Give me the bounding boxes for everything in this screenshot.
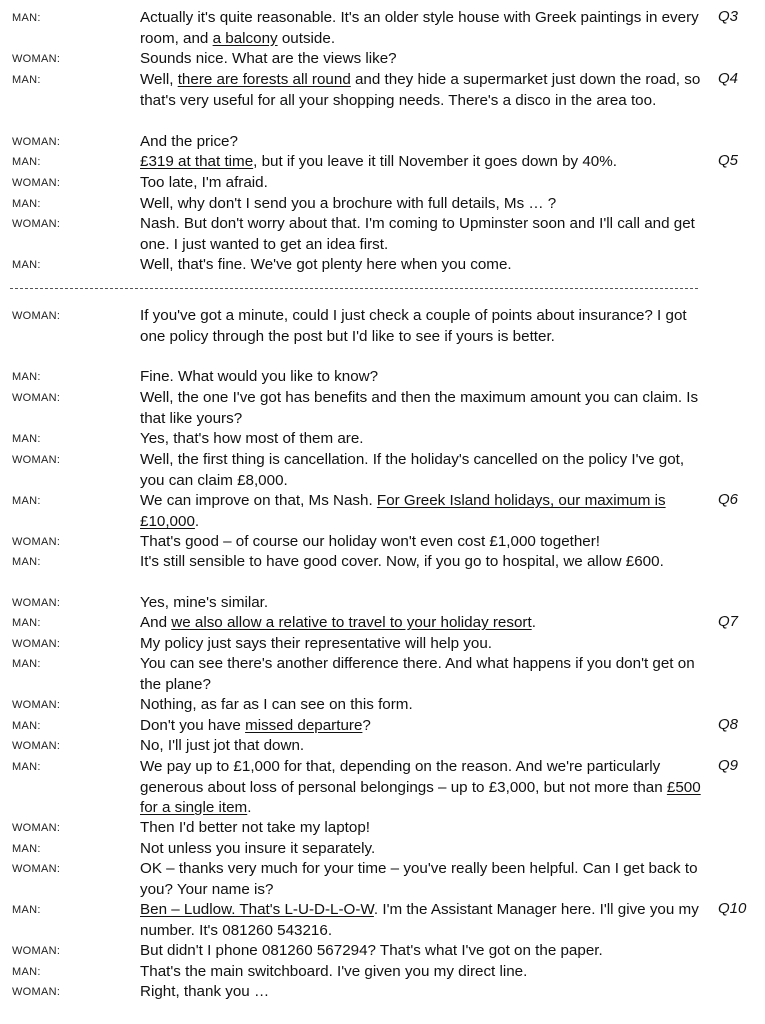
speaker-label: WOMAN: — [12, 218, 61, 230]
underlined-answer: there are forests all round — [177, 71, 351, 88]
speaker-label: WOMAN: — [12, 177, 61, 189]
text-segment: Actually it's quite reasonable. It's an older style house with Greek paintings in every room, and — [140, 9, 699, 47]
dialogue-text — [140, 49, 708, 70]
question-marker: Q7 — [718, 613, 739, 630]
dialogue-text — [140, 8, 708, 49]
speaker-label: MAN: — [12, 12, 41, 24]
text-segment: . — [194, 512, 200, 530]
speaker-label: WOMAN: — [12, 945, 61, 957]
question-marker: Q8 — [718, 716, 739, 733]
dialogue-text — [140, 613, 708, 634]
dialogue-text — [140, 962, 708, 983]
speaker-label: WOMAN: — [12, 986, 61, 998]
speaker-label: WOMAN: — [12, 136, 61, 148]
dialogue-text — [140, 450, 708, 491]
text-segment: Yes, mine's similar. — [140, 594, 269, 611]
dialogue-text — [140, 634, 708, 655]
speaker-label: MAN: — [12, 198, 41, 210]
dialogue-text — [140, 736, 708, 757]
text-segment: . — [247, 799, 252, 817]
dialogue-text — [140, 70, 708, 111]
speaker-label: MAN: — [12, 966, 41, 978]
dialogue-text — [140, 132, 708, 153]
dialogue-text — [140, 695, 708, 716]
underlined-answer: missed departure — [245, 717, 363, 734]
text-segment: Then I'd better not take my laptop! — [140, 819, 371, 836]
dialogue-text — [140, 859, 708, 900]
dialogue-text — [140, 491, 708, 532]
question-marker: Q6 — [718, 491, 739, 508]
speaker-label: MAN: — [12, 720, 41, 732]
text-segment: , but if you leave it till November it goes down by 40%. — [253, 153, 617, 170]
dialogue-text — [140, 152, 708, 173]
text-segment: No, I'll just jot that down. — [140, 737, 305, 754]
text-segment: Nothing, as far as I can see on this form. — [140, 696, 413, 713]
speaker-label: MAN: — [12, 617, 41, 629]
question-marker: Q9 — [718, 757, 739, 774]
question-marker: Q5 — [718, 152, 739, 169]
text-segment: Don't you have — [140, 717, 246, 734]
dialogue-text — [140, 388, 708, 429]
text-segment: OK – thanks very much for your time – you've really been helpful. Can I get back to you? Your name is? — [140, 860, 698, 898]
dialogue-text — [140, 532, 708, 553]
text-segment: Right, thank you … — [140, 983, 270, 1000]
text-segment: Too late, I'm afraid. — [140, 174, 268, 191]
underlined-answer: For Greek Island holidays, our maximum is £10,000 — [140, 492, 666, 530]
text-segment: and they hide a supermarket just down the road, so that's very useful for all your shopping needs. There's a disco in the area too. — [140, 71, 701, 109]
text-segment: We can improve on that, Ms Nash. — [140, 492, 377, 509]
speaker-label: WOMAN: — [12, 699, 61, 711]
text-segment: Well, the one I've got has benefits and then the maximum amount you can claim. Is that like yours? — [140, 389, 699, 427]
underlined-answer: £500 for a single item — [140, 778, 701, 817]
text-segment: And — [140, 614, 172, 631]
text-segment: It's still sensible to have good cover. Now, if you go to hospital, we allow £600. — [140, 553, 664, 570]
dialogue-text — [140, 173, 708, 194]
underlined-answer: we also allow a relative to travel to your holiday resort — [171, 614, 532, 631]
speaker-label: WOMAN: — [12, 863, 61, 875]
question-marker: Q10 — [718, 900, 747, 917]
text-segment: That's good – of course our holiday won't even cost £1,000 together! — [140, 533, 601, 550]
dialogue-text — [140, 757, 708, 819]
text-segment: Well, — [140, 71, 178, 88]
text-segment: Sounds nice. What are the views like? — [140, 50, 397, 67]
text-segment: You can see there's another difference there. And what happens if you don't get on the plane? — [140, 655, 695, 693]
dialogue-text — [140, 552, 708, 573]
text-segment: We pay up to £1,000 for that, depending on the reason. And we're particularly generous about loss of personal belongings – up to £3,000, but not more than — [140, 758, 667, 796]
speaker-label: WOMAN: — [12, 536, 61, 548]
question-marker: Q4 — [718, 70, 739, 87]
text-segment: . I'm the Assistant Manager here. I'll give you my number. It's 081260 543216. — [140, 901, 699, 939]
speaker-label: MAN: — [12, 658, 41, 670]
speaker-label: WOMAN: — [12, 392, 61, 404]
text-segment: ? — [362, 717, 371, 734]
underlined-answer: a balcony — [212, 29, 278, 47]
text-segment: And the price? — [140, 133, 238, 150]
text-segment: Not unless you insure it separately. — [140, 840, 376, 857]
speaker-label: MAN: — [12, 74, 41, 86]
dialogue-text — [140, 900, 708, 941]
speaker-label: MAN: — [12, 495, 41, 507]
text-segment: outside. — [277, 29, 336, 47]
dialogue-text — [140, 306, 708, 347]
speaker-label: WOMAN: — [12, 310, 61, 322]
text-segment: That's the main switchboard. I've given you my direct line. — [140, 963, 528, 980]
text-segment: Fine. What would you like to know? — [140, 368, 379, 385]
speaker-label: MAN: — [12, 156, 41, 168]
dialogue-text — [140, 214, 708, 255]
dialogue-text — [140, 654, 708, 695]
text-segment: But didn't I phone 081260 567294? That's what I've got on the paper. — [140, 942, 603, 959]
speaker-label: MAN: — [12, 371, 41, 383]
dialogue-text — [140, 255, 708, 276]
text-segment: If you've got a minute, could I just check a couple of points about insurance? I got one policy through the post but I'd like to see if yours is better. — [140, 307, 687, 345]
text-segment: Well, why don't I send you a brochure with full details, Ms … ? — [140, 195, 557, 212]
dialogue-text — [140, 982, 708, 1003]
text-segment: Yes, that's how most of them are. — [140, 430, 364, 447]
question-marker: Q3 — [718, 8, 739, 25]
speaker-label: WOMAN: — [12, 638, 61, 650]
dialogue-text — [140, 941, 708, 962]
dialogue-text — [140, 839, 708, 860]
dialogue-text — [140, 716, 708, 737]
speaker-label: WOMAN: — [12, 597, 61, 609]
text-segment: My policy just says their representative will help you. — [140, 635, 492, 652]
speaker-label: WOMAN: — [12, 822, 61, 834]
speaker-label: WOMAN: — [12, 454, 61, 466]
underlined-answer: Ben – Ludlow. That's L-U-D-L-O-W — [140, 901, 374, 918]
speaker-label: MAN: — [12, 904, 41, 916]
text-segment: Nash. But don't worry about that. I'm coming to Upminster soon and I'll call and get one. I just wanted to get an idea first. — [140, 215, 695, 253]
text-segment: Well, that's fine. We've got plenty here when you come. — [140, 256, 512, 273]
speaker-label: MAN: — [12, 259, 41, 271]
speaker-label: MAN: — [12, 433, 41, 445]
underlined-answer: £319 at that time — [140, 153, 254, 170]
dialogue-text — [140, 367, 708, 388]
section-divider — [10, 288, 698, 289]
speaker-label: WOMAN: — [12, 53, 61, 65]
dialogue-text — [140, 429, 708, 450]
text-segment: Well, the first thing is cancellation. If the holiday's cancelled on the policy I've got, you can claim £8,000. — [140, 451, 685, 489]
speaker-label: WOMAN: — [12, 740, 61, 752]
dialogue-text — [140, 818, 708, 839]
text-segment: . — [531, 614, 536, 631]
speaker-label: MAN: — [12, 761, 41, 773]
speaker-label: MAN: — [12, 556, 41, 568]
speaker-label: MAN: — [12, 843, 41, 855]
dialogue-text — [140, 593, 708, 614]
dialogue-text — [140, 194, 708, 215]
